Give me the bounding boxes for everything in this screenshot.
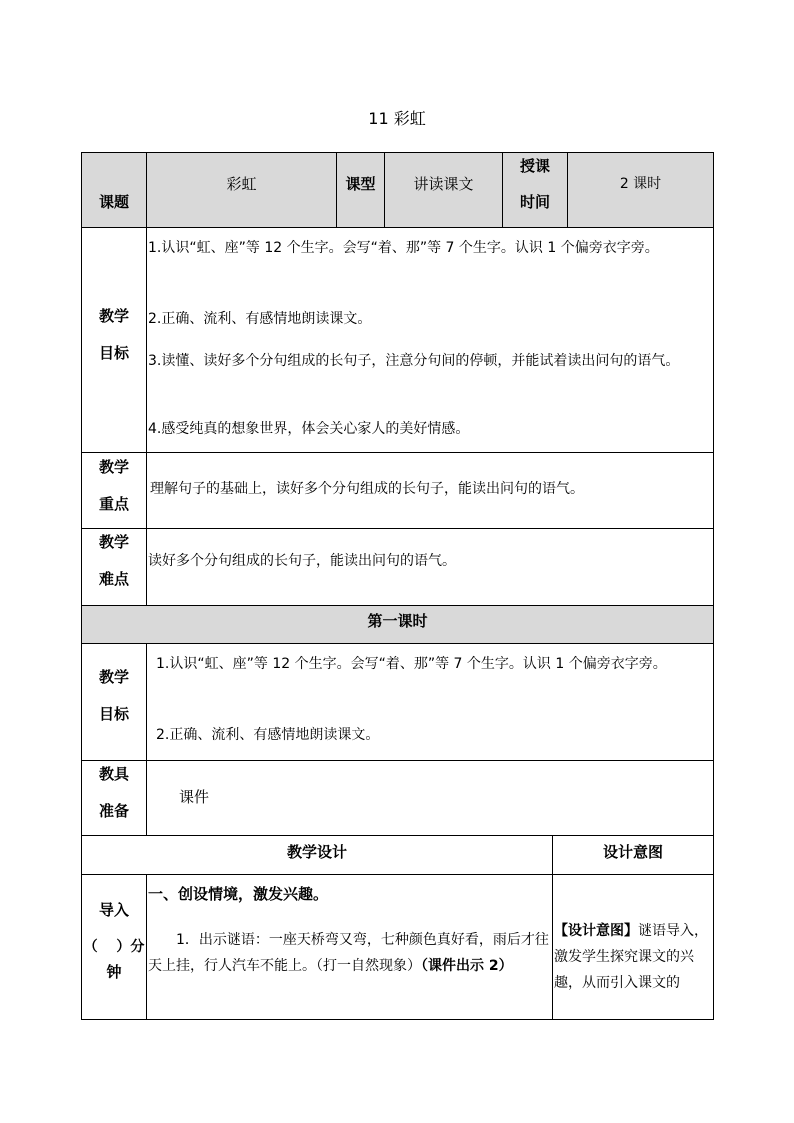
goals-label-line1: 教学 (98, 307, 129, 325)
time-value: 2 课时 (619, 176, 662, 192)
lesson1-heading: 第一课时 (367, 612, 428, 630)
goal-item-1: 1.认识“虹、座”等 12 个生字。会写“着、那”等 7 个生字。认识 1 个偏旁衣字旁。 (148, 240, 659, 256)
goals-label-line2: 目标 (98, 344, 129, 362)
tools-label-line2: 准备 (98, 802, 129, 820)
difficulties-text: 读好多个分句组成的长句子，能读出问句的语气。 (148, 553, 456, 569)
lesson1-goals-label-line1: 教学 (98, 668, 129, 686)
difficulties-label-line2: 难点 (98, 570, 129, 588)
goal-item-2: 2.正确、流利、有感情地朗读课文。 (148, 311, 372, 327)
section-title: 一、创设情境，激发兴趣。 (148, 885, 329, 903)
key-points-label-line1: 教学 (98, 458, 129, 476)
topic-label: 课题 (98, 193, 129, 211)
intent-label: 【设计意图】 (554, 923, 638, 939)
intent-body: 谜语导入，激发学生探究课文的兴趣，从而引入课文的 (554, 923, 708, 991)
stage-label-line2: （ ）分 (83, 939, 145, 955)
riddle-body: 1．出示谜语：一座天桥弯又弯，七种颜色真好看，雨后才往天上挂，行人汽车不能上。（打一自然现象） (148, 932, 549, 974)
key-points-text: 理解句子的基础上，读好多个分句组成的长句子，能读出问句的语气。 (150, 481, 584, 497)
goal-item-3: 3.读懂、读好多个分句组成的长句子，注意分句间的停顿，并能试着读出问句的语气。 (148, 353, 680, 369)
topic-value: 彩虹 (226, 175, 257, 193)
time-label-line2: 时间 (519, 193, 550, 211)
lesson1-goal-2: 2.正确、流利、有感情地朗读课文。 (156, 727, 380, 743)
riddle-text (148, 927, 550, 979)
stage-label-line3: 钟 (106, 963, 122, 981)
type-value: 讲读课文 (413, 175, 474, 193)
goal-item-4: 4.感受纯真的想象世界，体会关心家人的美好情感。 (148, 421, 470, 437)
intent-text (554, 918, 712, 996)
difficulties-label-line1: 教学 (98, 533, 129, 551)
type-label: 课型 (345, 175, 376, 193)
page-title: 11 彩虹 (368, 109, 426, 128)
lesson1-goals-label-line2: 目标 (98, 705, 129, 723)
intent-column-heading: 设计意图 (602, 843, 663, 861)
key-points-label-line2: 重点 (98, 495, 129, 513)
design-column-heading: 教学设计 (286, 843, 347, 861)
lesson1-goal-1: 1.认识“虹、座”等 12 个生字。会写“着、那”等 7 个生字。认识 1 个偏旁衣字旁。 (156, 656, 667, 672)
riddle-note: （课件出示 2） (421, 958, 513, 974)
time-label-line1: 授课 (519, 157, 550, 175)
tools-label-line1: 教具 (98, 765, 129, 783)
stage-label-line1: 导入 (98, 901, 129, 919)
tools-value: 课件 (179, 788, 210, 806)
